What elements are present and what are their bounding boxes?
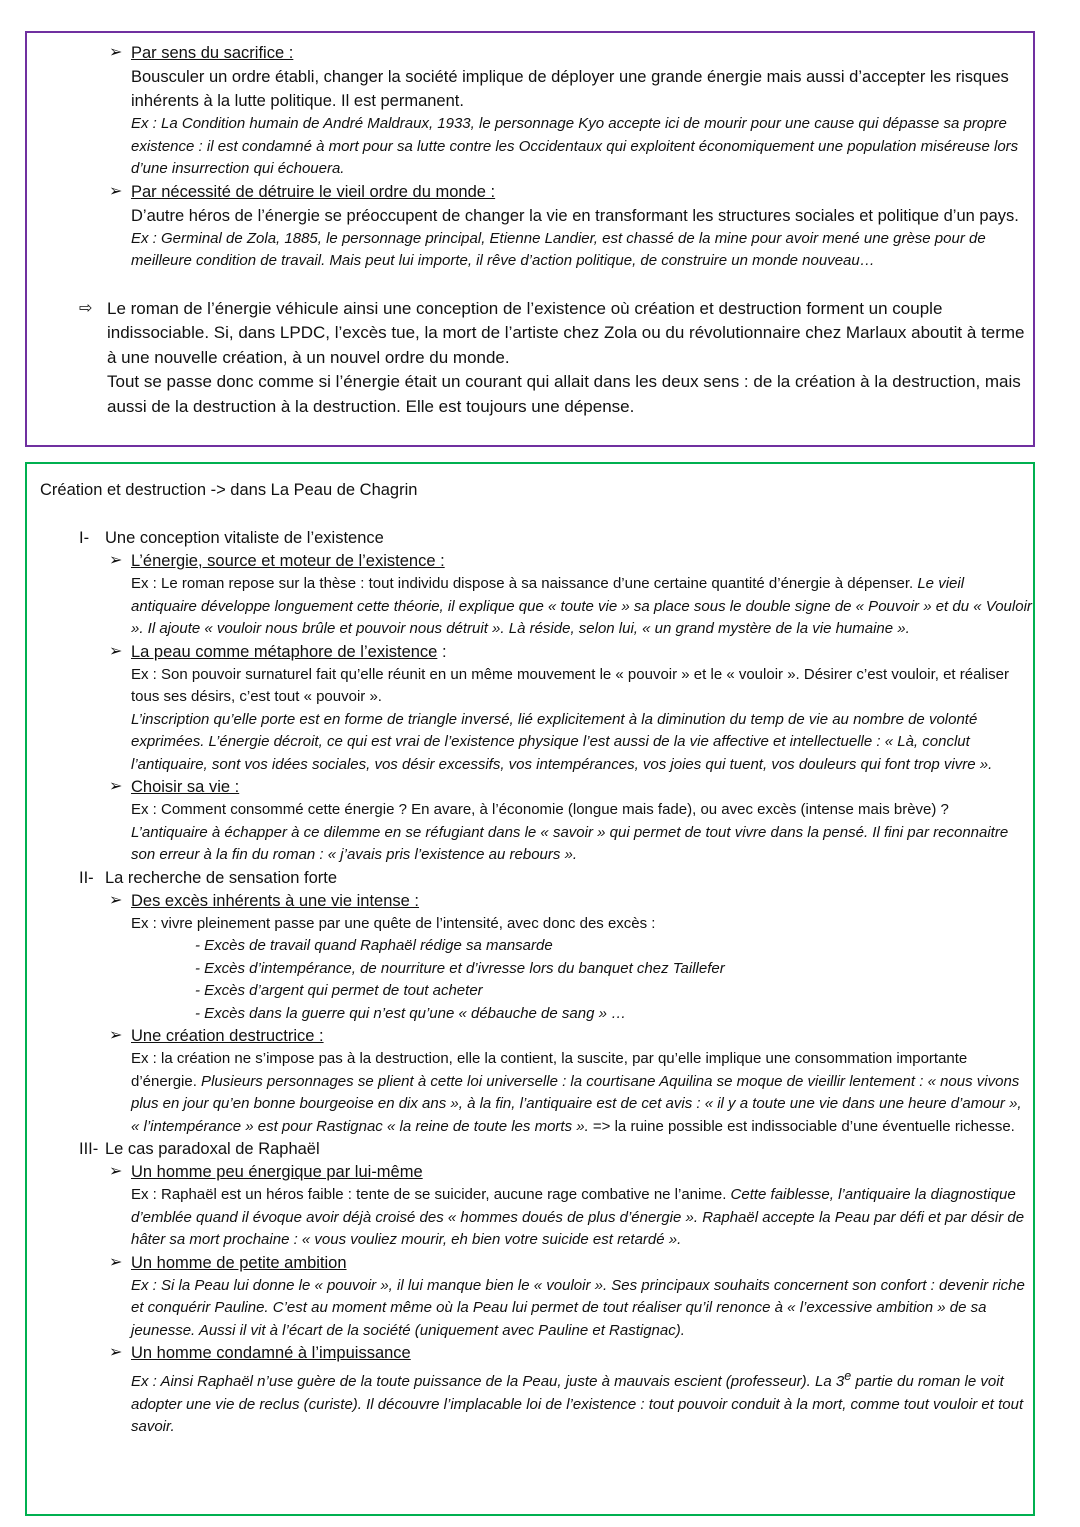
arrowhead-bullet-icon: ➢	[109, 1027, 123, 1044]
list-item: - Excès d’argent qui permet de tout acheter	[195, 982, 483, 999]
arrowhead-bullet-icon: ➢	[109, 778, 123, 795]
list-item: - Excès dans la guerre qui n’est qu’une « débauche de sang » …	[195, 1004, 627, 1022]
bullet-heading: L’énergie, source et moteur de l’existence :	[131, 552, 445, 570]
example-text: Ex : Germinal de Zola, 1885, le personnage principal, Etienne Landier, est chassé de la mine pour avoir mené une grèse pour de meilleure condition de travail. Mais peut lui importe, il rêve d’action politique, de construire un monde nouveau…	[131, 229, 986, 269]
arrowhead-bullet-icon: ➢	[109, 1253, 123, 1271]
bullet-detruire	[27, 181, 1033, 204]
bullet-heading: Par sens du sacrifice :	[131, 44, 294, 62]
bullet-heading: Par nécessité de détruire le vieil ordre du monde :	[131, 182, 496, 201]
purple-section	[25, 31, 1035, 447]
arrowhead-bullet-icon: ➢	[109, 642, 123, 660]
section-heading-1: I- Une conception vitaliste de l’existence	[79, 529, 384, 547]
arrowhead-bullet-icon: ➢	[109, 182, 123, 200]
example-text: Ex : Raphaël est un héros faible : tente de se suicider, aucune rage combative ne l’anime. Cette faiblesse, l’antiquaire la diagnostique d’emblée quand il évoque avoir déjà croisé des « hommes doués de plus d’énergie ». Raphaël accepte la Peau par défi et par désir de hâter sa mort prochaine : « vous vouliez mourir, eh bien votre suicide est retardé ».	[131, 1186, 1025, 1248]
list-item: - Excès d’intempérance, de nourriture et d’ivresse lors du banquet chez Taillefer	[195, 959, 725, 977]
example-text: L’inscription qu’elle porte est en forme de triangle inversé, lié explicitement à la diminution du temp de vie au nombre de volonté exprimées. L’énergie décroit, ce qui est vrai de l’existence physique l’est aussi de la vie affective et intellectuelle : « Là, conclut l’antiquaire, sont vos idées sociales, vos désir excessifs, vos intempérances, vos joies qui tuent, vos douleurs qui font trop vivre ».	[131, 710, 993, 773]
example-text: Ex : la création ne s’impose pas à la destruction, elle la contient, la suscite, par qu’elle implique une consommation importante d’énergie. Plusieurs personnages se plient à cette loi universelle : la courtisane Aquilina se moque de vieillir lentement : « nous vivons plus en jour qu’en bonne bourgeoise en dix ans », à la fin, l’antiquaire est de cet avis : « il y a toute une vie dans une heure d’amour », « l’intempérance » est pour Rastignac « la reine de toute les morts ». => la ruine possible est indissociable d’une éventuelle richesse.	[131, 1050, 1022, 1135]
green-section	[25, 462, 1035, 1516]
bullet-heading: La peau comme métaphore de l’existence	[131, 642, 438, 661]
section-title: Création et destruction -> dans La Peau de Chagrin	[40, 481, 418, 499]
arrowhead-bullet-icon: ➢	[109, 44, 123, 61]
bullet-sacrifice	[27, 42, 1033, 65]
example-text: Ex : Si la Peau lui donne le « pouvoir », il lui manque bien le « vouloir ». Ses principaux souhaits concernent son confort : devenir riche et conquérir Pauline. C’est au moment même où la Peau lui permet de tout réaliser qu’il renonce à « l’excessive ambition » de sa jeunesse. Aussi il vit à l’écart de la société (uniquement avec Pauline et Rastignac).	[131, 1276, 1025, 1339]
paragraph: Bousculer un ordre établi, changer la société implique de déployer une grande énergie mais aussi d’accepter les risques inhérents à la lutte politique. Il est permanent.	[131, 68, 1009, 110]
bullet-exces	[27, 890, 1033, 913]
bullet-heading: Un homme peu énergique par lui-même	[131, 1163, 423, 1181]
example-text: Ex : Ainsi Raphaël n’use guère de la toute puissance de la Peau, juste à mauvais escient (professeur). La 3e partie du roman le voit adopter une vie de reclus (curiste). Il découvre l’implacable loi de l’existence : tout pouvoir conduit à la mort, comme tout vouloir et tout savoir.	[131, 1369, 1024, 1435]
arrowhead-bullet-icon: ➢	[109, 552, 123, 569]
bullet-creation-destructrice	[27, 1025, 1033, 1048]
bullet-choisir-vie	[27, 776, 1033, 799]
bullet-heading: Une création destructrice :	[131, 1027, 324, 1045]
right-arrow-icon: ⇨	[79, 299, 93, 317]
bullet-petite-ambition	[27, 1252, 1033, 1275]
example-text: Ex : Comment consommé cette énergie ? En avare, à l’économie (longue mais fade), ou avec excès (intense mais brève) ?	[131, 801, 949, 818]
bullet-impuissance	[27, 1342, 1033, 1365]
list-item: - Excès de travail quand Raphaël rédige sa mansarde	[195, 937, 553, 954]
section-heading-3: III- Le cas paradoxal de Raphaël	[79, 1140, 320, 1158]
bullet-energie-source	[27, 550, 1033, 573]
bullet-heading: Un homme de petite ambition	[131, 1253, 347, 1272]
bullet-heading: Choisir sa vie :	[131, 778, 240, 796]
arrowhead-bullet-icon: ➢	[109, 1344, 123, 1361]
example-text: L’antiquaire à échapper à ce dilemme en se réfugiant dans le « savoir » qui permet de tout vivre dans la pensé. Il fini par reconnaitre son erreur à la fin du roman : « j’avais pris l’existence au rebours ».	[131, 823, 1009, 863]
arrowhead-bullet-icon: ➢	[109, 1163, 123, 1180]
conclusion-paragraph: ⇨ Le roman de l’énergie véhicule ainsi une conception de l’existence où création et destruction forment un couple indissociable. Si, dans LPDC, l’excès tue, la mort de l’artiste chez Zola ou du révolutionnaire chez Marlaux aboutit à terme à une nouvelle création, à un nouvel ordre du monde. Tout se passe donc comme si l’énergie était un courant qui allait dans les deux sens : de la création à la destruction, mais aussi de la destruction à la destruction. Elle est toujours une dépense.	[79, 298, 1025, 416]
section-heading-2: II- La recherche de sensation forte	[79, 868, 338, 887]
bullet-heading: Des excès inhérents à une vie intense :	[131, 891, 420, 910]
example-text: Ex : Son pouvoir surnaturel fait qu’elle réunit en un même mouvement le « pouvoir » et le « vouloir ». Désirer c’est vouloir, et réaliser tous ses désirs, c’est tout « pouvoir ».	[131, 665, 1009, 705]
paragraph: D’autre héros de l’énergie se préoccupent de changer la vie en transformant les structures sociales et politique d’un pays.	[131, 206, 1019, 225]
bullet-peu-energique	[27, 1161, 1033, 1184]
example-text: Ex : vivre pleinement passe par une quête de l’intensité, avec donc des excès :	[131, 914, 656, 932]
bullet-peau-metaphore: ➢ La peau comme métaphore de l’existence :	[109, 642, 447, 661]
arrowhead-bullet-icon: ➢	[109, 891, 123, 909]
example-text: Ex : Le roman repose sur la thèse : tout individu dispose à sa naissance d’une certaine quantité d’énergie à dépenser. Le vieil antiquaire développe longuement cette théorie, il explique que « toute vie » sa place sous le double signe de « Pouvoir » et du « Vouloir ». Il ajoute « vouloir nous brûle et pouvoir nous détruit ». Là réside, selon lui, « un grand mystère de la vie humaine ».	[131, 575, 1032, 637]
example-text: Ex : La Condition humain de André Maldraux, 1933, le personnage Kyo accepte ici de mourir pour une cause qui dépasse sa propre existence : il est condamné à mort pour sa lutte contre les Occidentaux qui exploitent économiquement une population miséreuse lors d’une insurrection qui échouera.	[131, 115, 1019, 177]
bullet-heading: Un homme condamné à l’impuissance	[131, 1344, 411, 1362]
